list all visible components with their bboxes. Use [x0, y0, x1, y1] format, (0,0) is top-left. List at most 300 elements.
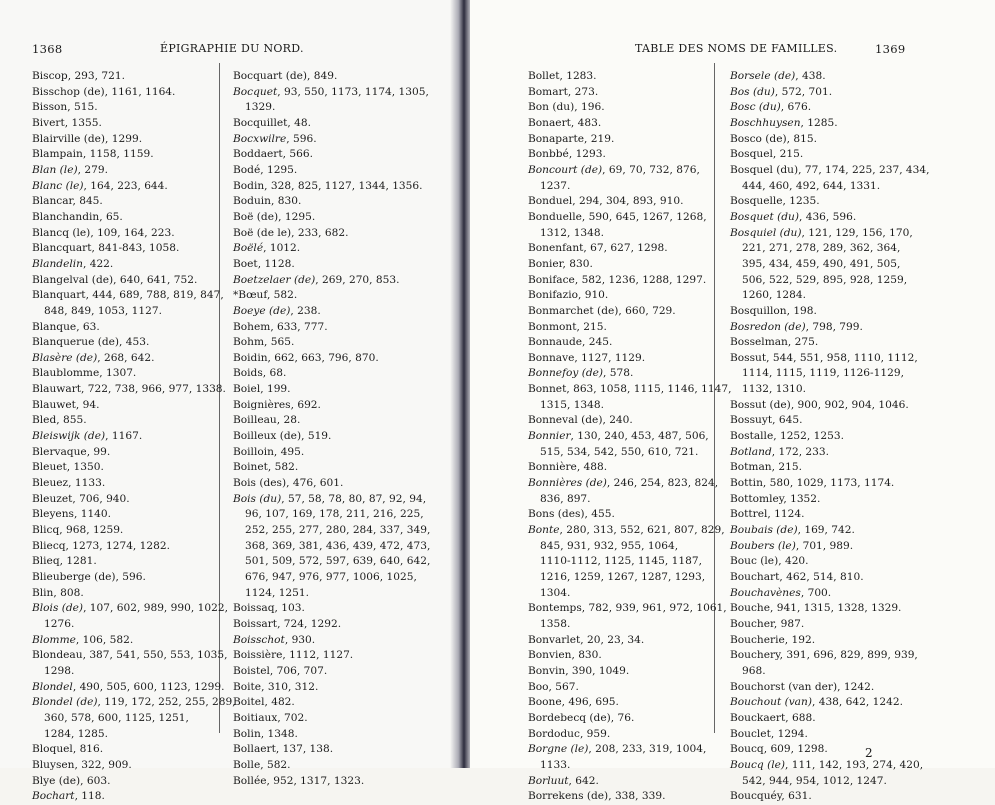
index-entry	[528, 257, 708, 273]
index-entry	[730, 711, 908, 727]
index-entry	[32, 413, 214, 429]
index-entry	[528, 116, 708, 132]
index-entry	[528, 742, 708, 758]
entry-name: Bonvin	[528, 664, 566, 677]
entry-name: Blandelin	[32, 257, 83, 270]
index-entry	[32, 507, 214, 523]
index-entry	[233, 226, 443, 242]
index-entry	[32, 163, 214, 179]
entry-refs: , 438.	[795, 70, 826, 82]
entry-name: Bottomley	[730, 492, 784, 505]
index-entry	[528, 273, 708, 289]
entry-refs: , 94.	[75, 398, 100, 411]
entry-name: Bouclet	[730, 727, 771, 740]
entry-continuation: 848, 849, 1053, 1127.	[44, 304, 162, 317]
entry-name: Bleiswijk (de)	[32, 430, 106, 443]
entry-refs: , 1355.	[64, 116, 102, 129]
entry-refs: , 275.	[787, 336, 819, 349]
index-entry	[233, 241, 443, 257]
entry-refs: , 855.	[56, 414, 87, 427]
entry-name: Bonnières (de)	[528, 477, 607, 490]
entry-refs: , 198.	[786, 304, 817, 317]
index-entry	[32, 226, 214, 242]
entry-name: Bois (du)	[233, 492, 282, 505]
entry-refs: , 246, 254, 823, 824,	[606, 477, 719, 490]
index-entry	[233, 742, 443, 758]
entry-name: Boisschot	[233, 633, 285, 646]
index-entry	[528, 789, 708, 805]
entry-refs: , 57, 58, 78, 80, 87, 92, 94,	[281, 492, 427, 505]
index-entry	[32, 257, 214, 273]
entry-refs: , 782, 939, 961, 972, 1061,	[581, 602, 727, 615]
entry-refs: , 580, 1029, 1173, 1174.	[762, 477, 895, 490]
entry-name: Boniface	[528, 273, 575, 286]
index-entry	[32, 320, 214, 336]
entry-name: Bouc (le)	[730, 555, 779, 568]
entry-name: Blan (le)	[32, 163, 78, 176]
entry-refs: , 900, 902, 904, 1046.	[790, 398, 909, 411]
entry-name: Bocxwilre	[233, 132, 287, 145]
entry-refs: , 438, 642, 1242.	[811, 696, 903, 709]
index-entry	[528, 727, 708, 743]
index-entry	[730, 132, 908, 148]
entry-name: Boissart	[233, 617, 278, 630]
index-entry	[528, 601, 727, 617]
entry-refs: , 631.	[781, 790, 812, 803]
index-entry	[730, 116, 908, 132]
entry-refs: , 279.	[77, 163, 108, 176]
entry-name: Boet	[233, 257, 258, 270]
running-head-right: TABLE DES NOMS DE FAMILLES.	[635, 42, 838, 55]
entry-refs: , 1167.	[105, 430, 143, 443]
entry-refs: , 490, 505, 600, 1123, 1299.	[72, 680, 225, 693]
entry-refs: , 422.	[82, 257, 114, 270]
entry-name: Bosquillon	[730, 304, 787, 317]
entry-refs: , 706, 707.	[269, 664, 328, 677]
entry-continuation: 96, 107, 169, 178, 211, 216, 225, 252, 255, 277, 280, 284, 337, 349, 368, 369, 381, 436, 439, 472, 473, 501, 509, 572, 597, 639, 640, 642, 676, 947, 976, 977, 1006, 1025, 1124, 1251.	[245, 508, 431, 599]
index-entry	[730, 210, 908, 226]
entry-name: Bollaert	[233, 743, 276, 756]
entry-name: Bordoduc	[528, 727, 580, 740]
entry-refs: , 849.	[307, 70, 338, 82]
entry-name: Blondeau	[32, 649, 83, 662]
entry-refs: , 941, 1315, 1328, 1329.	[770, 602, 902, 615]
entry-name: Bon (du)	[528, 101, 575, 114]
index-entry	[233, 194, 443, 210]
entry-name: Blaublomme	[32, 367, 100, 380]
entry-name: Bonnet	[528, 383, 567, 396]
entry-name: Borrekens (de)	[528, 790, 609, 803]
index-entry	[730, 69, 908, 85]
index-entry	[233, 429, 443, 445]
entry-refs: , 1161, 1164.	[104, 85, 176, 98]
index-entry	[32, 492, 214, 508]
entry-name: Borluut	[528, 774, 569, 787]
entry-refs: , 987.	[773, 617, 805, 630]
index-entry	[730, 742, 908, 758]
entry-name: Blauwart	[32, 383, 82, 396]
entry-name: Boë (de)	[233, 210, 279, 223]
index-column-4	[730, 69, 930, 805]
entry-name: Blieuberge (de)	[32, 571, 116, 583]
index-entry	[32, 476, 214, 492]
entry-refs: , 495.	[273, 445, 305, 458]
entry-name: Bouchery	[730, 649, 780, 662]
entry-name: Bos (du)	[730, 85, 775, 98]
entry-name: Blangelval (de)	[32, 273, 114, 286]
entry-refs: , 1295.	[260, 163, 298, 176]
entry-name: *Bœuf	[233, 289, 267, 302]
entry-name: Bonifazio	[528, 289, 578, 302]
entry-name: Bollée	[233, 774, 267, 787]
index-entry	[730, 476, 908, 492]
entry-refs: , 111, 142, 193, 274, 420,	[785, 758, 924, 771]
entry-name: Blondel	[32, 680, 73, 693]
index-column-3	[528, 69, 732, 805]
entry-name: Blye (de)	[32, 774, 81, 787]
entry-refs: , 1350.	[66, 461, 104, 474]
entry-name: Bossut	[730, 351, 767, 364]
entry-name: Botman	[730, 461, 772, 474]
entry-name: Boiel	[233, 383, 261, 396]
index-entry	[233, 163, 443, 179]
entry-refs: , 482.	[264, 696, 295, 709]
index-entry	[730, 507, 908, 523]
index-entry	[32, 85, 214, 101]
entry-name: Boignières	[233, 398, 291, 411]
index-entry	[528, 85, 708, 101]
index-entry	[32, 116, 214, 132]
entry-name: Boëlé	[233, 242, 264, 255]
entry-refs: , 69, 70, 732, 876,	[602, 163, 700, 176]
index-entry	[730, 335, 908, 351]
entry-name: Blanchandin	[32, 210, 100, 223]
entry-refs: , 724, 1292.	[277, 617, 342, 630]
index-entry	[233, 617, 443, 633]
index-entry	[730, 304, 908, 320]
index-entry	[730, 226, 913, 242]
entry-refs: , 130, 240, 453, 487, 506,	[570, 430, 709, 443]
entry-name: Bossuyt	[730, 414, 773, 427]
index-entry	[528, 680, 708, 696]
entry-refs: , 106, 582.	[75, 633, 134, 646]
entry-name: Bonmarchet (de)	[528, 304, 619, 317]
index-entry	[528, 633, 708, 649]
entry-refs: , 103.	[274, 602, 305, 615]
index-entry	[730, 570, 908, 586]
entry-name: Bonvien	[528, 649, 572, 662]
entry-name: Bottin	[730, 477, 763, 490]
entry-refs: , 269, 270, 853.	[315, 273, 400, 286]
index-entry	[233, 476, 443, 492]
entry-name: Bisson	[32, 101, 68, 114]
entry-refs: , 567.	[548, 680, 579, 693]
index-entry	[233, 257, 443, 273]
entry-continuation: 221, 271, 278, 289, 362, 364, 395, 434, 459, 490, 491, 505, 506, 522, 529, 895, 928, 1259, 1260, 1284.	[742, 242, 908, 302]
entry-refs: , 830.	[270, 195, 302, 208]
entry-refs: , 815.	[786, 132, 817, 145]
entry-name: Blanque	[32, 320, 77, 333]
index-entry	[32, 789, 214, 805]
index-entry	[730, 680, 908, 696]
entry-continuation: 444, 460, 492, 644, 1331.	[742, 179, 881, 192]
index-entry	[233, 382, 443, 398]
entry-refs: , 1235.	[782, 195, 820, 208]
entry-name: Bleuzet	[32, 492, 73, 505]
index-entry	[730, 351, 918, 367]
entry-name: Boitiaux	[233, 711, 278, 724]
index-entry	[32, 570, 214, 586]
entry-name: Bloquel	[32, 743, 73, 756]
entry-refs: , 910.	[577, 289, 609, 302]
entry-refs: , 387, 541, 550, 553, 1035,	[82, 649, 228, 662]
entry-name: Blairville (de)	[32, 132, 106, 145]
entry-name: Bonvarlet	[528, 633, 581, 646]
entry-refs: , 515.	[67, 101, 98, 114]
index-entry	[233, 758, 443, 774]
entry-refs: , 688.	[785, 711, 816, 724]
index-entry	[32, 69, 214, 85]
index-entry	[528, 351, 708, 367]
index-entry	[32, 460, 214, 476]
entry-name: Boucquéy	[730, 790, 782, 803]
entry-refs: , 219.	[584, 132, 615, 145]
entry-name: Blauwet	[32, 398, 76, 411]
index-entry	[730, 413, 908, 429]
entry-name: Borsele (de)	[730, 70, 796, 82]
index-entry	[233, 351, 443, 367]
entry-name: Boo	[528, 680, 549, 693]
entry-continuation: 1298.	[44, 664, 75, 677]
entry-refs: , 845.	[72, 195, 103, 208]
entry-name: Bonte	[528, 524, 560, 537]
entry-refs: , 1112, 1127.	[282, 649, 354, 662]
entry-refs: , 137, 138.	[275, 743, 334, 756]
entry-name: Boite	[233, 680, 262, 693]
entry-refs: , 1158, 1159.	[82, 148, 154, 161]
entry-refs: , 268, 642.	[97, 351, 155, 364]
index-entry	[32, 100, 214, 116]
entry-refs: , 1281.	[59, 555, 97, 568]
entry-name: Boetzelaer (de)	[233, 273, 316, 286]
index-entry	[32, 774, 214, 790]
index-entry	[233, 398, 443, 414]
entry-continuation: 542, 944, 954, 1012, 1247.	[742, 774, 887, 787]
entry-name: Bonier	[528, 257, 563, 270]
entry-refs: , 48.	[287, 116, 311, 129]
entry-refs: , 968, 1259.	[59, 524, 124, 537]
entry-continuation: 1133.	[540, 758, 571, 771]
index-entry	[32, 586, 214, 602]
index-entry	[730, 320, 908, 336]
page-number-left: 1368	[32, 42, 63, 56]
entry-name: Bosco (de)	[730, 132, 787, 145]
index-entry	[528, 711, 708, 727]
index-entry	[730, 617, 908, 633]
entry-continuation: 1237.	[540, 179, 571, 192]
entry-refs: , 273.	[567, 85, 599, 98]
index-entry	[730, 100, 908, 116]
entry-name: Bordebecq (de)	[528, 711, 611, 724]
entry-refs: , 93, 550, 1173, 1174, 1305,	[277, 85, 429, 98]
entry-refs: , 566.	[282, 148, 313, 161]
entry-name: Bonnière	[528, 461, 577, 474]
entry-continuation: 515, 534, 542, 550, 610, 721.	[540, 445, 699, 458]
entry-refs: , 293, 721.	[67, 70, 125, 82]
entry-refs: , 169, 742.	[797, 524, 855, 537]
entry-refs: , 238.	[290, 304, 321, 317]
entry-refs: , 390, 1049.	[565, 664, 630, 677]
entry-refs: , 582.	[267, 461, 299, 474]
entry-refs: , 1133.	[68, 477, 106, 490]
entry-refs: , 544, 551, 958, 1110, 1112,	[766, 351, 918, 364]
entry-name: Boilleux (de)	[233, 430, 302, 443]
entry-name: Borgne (le)	[528, 743, 589, 756]
index-entry	[32, 601, 228, 617]
index-entry	[528, 335, 708, 351]
index-entry	[32, 179, 214, 195]
entry-refs: , 99.	[86, 445, 111, 458]
entry-name: Bosquet (du)	[730, 210, 799, 223]
index-entry	[528, 320, 708, 336]
index-entry	[730, 85, 908, 101]
index-entry	[233, 711, 443, 727]
entry-refs: , 310, 312.	[261, 680, 319, 693]
index-entry	[233, 680, 443, 696]
index-entry	[233, 460, 443, 476]
index-entry	[730, 492, 908, 508]
left-page	[0, 0, 462, 803]
index-entry	[233, 179, 443, 195]
entry-refs: , 455.	[584, 508, 615, 521]
index-entry	[32, 288, 224, 304]
index-entry	[233, 210, 443, 226]
entry-name: Bontemps	[528, 602, 582, 615]
entry-name: Bonbbé	[528, 148, 569, 161]
entry-refs: , 930.	[284, 633, 316, 646]
entry-refs: , 488.	[576, 461, 608, 474]
entry-name: Bonaparte	[528, 132, 584, 145]
entry-refs: , 702.	[277, 711, 308, 724]
entry-refs: , 1012.	[263, 242, 301, 255]
index-entry	[32, 335, 214, 351]
index-entry	[233, 727, 443, 743]
entry-refs: , 199.	[260, 383, 291, 396]
entry-refs: , 496, 695.	[561, 696, 619, 709]
entry-name: Bosquel	[730, 148, 773, 161]
page-number-right: 1369	[875, 42, 906, 56]
entry-refs: , 68.	[262, 367, 287, 380]
index-entry	[528, 132, 708, 148]
entry-refs: , 462, 514, 810.	[779, 571, 864, 583]
entry-refs: , 700.	[800, 586, 832, 599]
index-entry	[528, 476, 719, 492]
entry-refs: , 952, 1317, 1323.	[266, 774, 365, 787]
index-entry	[730, 586, 908, 602]
index-entry	[528, 288, 708, 304]
entry-refs: , 1293.	[568, 148, 606, 161]
entry-name: Bonduel	[528, 195, 573, 208]
entry-name: Boids	[233, 367, 263, 380]
entry-name: Bonnefoy (de)	[528, 367, 604, 380]
entry-refs: , 798, 799.	[805, 320, 863, 333]
entry-name: Biscop	[32, 70, 68, 82]
entry-name: Boilloin	[233, 445, 274, 458]
entry-name: Bottrel	[730, 508, 768, 521]
index-entry	[32, 445, 214, 461]
entry-refs: , 578.	[603, 367, 634, 380]
index-entry	[233, 85, 443, 101]
entry-refs: , 1294.	[770, 727, 808, 740]
entry-refs: , 640, 641, 752.	[113, 273, 198, 286]
entry-name: Bliecq	[32, 539, 66, 552]
entry-name: Boissaq	[233, 602, 275, 615]
entry-refs: , 192.	[784, 633, 816, 646]
index-entry	[32, 194, 214, 210]
entry-continuation: 836, 897.	[540, 492, 591, 505]
entry-refs: , 701, 989.	[795, 539, 854, 552]
entry-refs: , 582, 1236, 1288, 1297.	[574, 273, 707, 286]
entry-name: Bleyens	[32, 508, 74, 521]
index-entry	[528, 210, 708, 226]
entry-name: Blampain	[32, 148, 83, 161]
entry-name: Bonnave	[528, 351, 575, 364]
index-entry	[32, 523, 214, 539]
running-head-left: ÉPIGRAPHIE DU NORD.	[160, 42, 304, 55]
entry-refs: , 596.	[286, 132, 317, 145]
index-entry	[32, 539, 214, 555]
entry-name: Boistel	[233, 664, 270, 677]
entry-continuation: 845, 931, 932, 955, 1064, 1110-1112, 1125, 1145, 1187, 1216, 1259, 1267, 1287, 1293, 1304.	[540, 539, 706, 599]
entry-refs: , 107, 602, 989, 990, 1022,	[83, 602, 228, 615]
entry-name: Bohm	[233, 336, 265, 349]
entry-refs: , 1127, 1129.	[574, 351, 646, 364]
index-entry	[233, 445, 443, 461]
index-entry	[730, 147, 908, 163]
entry-refs: , 830.	[571, 649, 602, 662]
entry-refs: , 215.	[771, 461, 802, 474]
entry-refs: , 453.	[119, 336, 150, 349]
index-entry	[730, 789, 908, 805]
entry-name: Boitel	[233, 696, 265, 709]
entry-name: Bouchavènes	[730, 586, 801, 599]
index-entry	[730, 633, 908, 649]
entry-refs: , 76.	[610, 711, 635, 724]
entry-name: Boone	[528, 696, 562, 709]
index-entry	[528, 695, 708, 711]
index-entry	[233, 695, 443, 711]
entry-refs: , 959.	[579, 727, 611, 740]
index-entry	[32, 366, 214, 382]
entry-name: Bosquiel (du)	[730, 226, 802, 239]
entry-refs: , 328, 825, 1127, 1344, 1356.	[264, 179, 423, 192]
index-entry	[32, 382, 226, 398]
entry-refs: , 519.	[301, 430, 332, 443]
entry-refs: , 1283.	[559, 70, 597, 82]
signature-mark: 2	[865, 746, 873, 760]
index-entry	[32, 648, 228, 664]
entry-name: Bodin	[233, 179, 265, 192]
entry-refs: , 420.	[778, 555, 809, 568]
entry-name: Bisschop (de)	[32, 85, 105, 98]
entry-name: Boinet	[233, 461, 268, 474]
index-entry	[32, 758, 214, 774]
entry-name: Boilleau	[233, 414, 277, 427]
index-entry	[233, 774, 443, 790]
entry-refs: , 1252, 1253.	[773, 430, 844, 443]
entry-refs: , 596.	[115, 571, 146, 583]
entry-name: Blanquerue (de)	[32, 336, 120, 349]
